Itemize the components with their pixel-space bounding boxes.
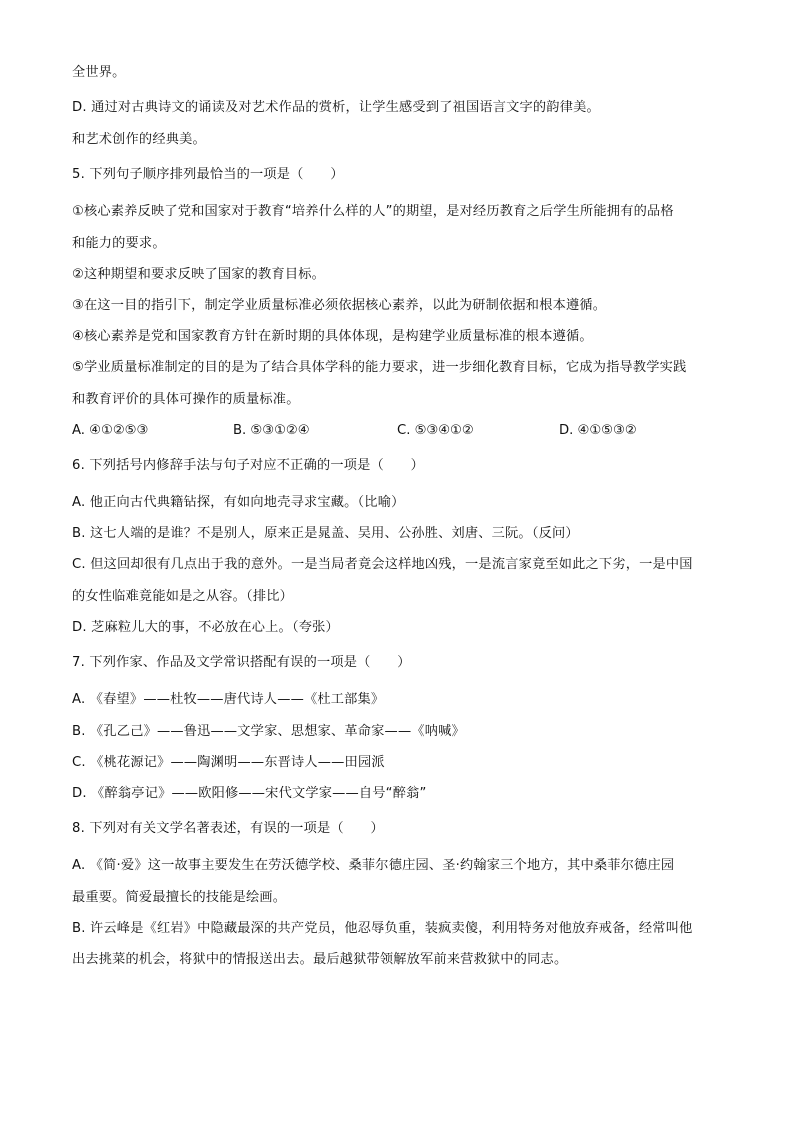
q8-option-a: A. 《简·爱》这一故事主要发生在劳沃德学校、桑菲尔德庄园、圣·约翰家三个地方，其中桑菲尔德庄园 — [72, 858, 675, 873]
text-line: 出去挑菜的机会，将狱中的情报送出去。最后越狱带领解放军前来营救狱中的同志。 — [72, 952, 568, 967]
text-line: 和教育评价的具体可操作的质量标准。 — [72, 392, 300, 407]
question-7-stem: 7. 下列作家、作品及文学常识搭配有误的一项是（ ） — [72, 655, 411, 670]
question-8-stem: 8. 下列对有关文学名著表述，有误的一项是（ ） — [72, 821, 384, 836]
sentence-5: ⑤学业质量标准制定的目的是为了结合具体学科的能力要求，进一步细化教育目标，它成为指导教学实践 — [72, 360, 687, 375]
text-line: 的女性临难竟能如是之从容。（排比） — [72, 589, 293, 604]
q5-option-c: C. ⑤③④①② — [397, 423, 474, 438]
q7-option-d: D. 《醉翁亭记》——欧阳修——宋代文学家——自号“醉翁” — [72, 786, 427, 801]
question-6-stem: 6. 下列括号内修辞手法与句子对应不正确的一项是（ ） — [72, 458, 425, 473]
q6-option-a: A. 他正向古代典籍钻探，有如向地壳寻求宝藏。（比喻） — [72, 495, 405, 510]
q6-option-d: D. 芝麻粒儿大的事，不必放在心上。（夸张） — [72, 620, 339, 635]
q7-option-b: B. 《孔乙己》——鲁迅——文学家、思想家、革命家——《呐喊》 — [72, 724, 465, 739]
q8-option-b: B. 许云峰是《红岩》中隐藏最深的共产党员，他忍辱负重，装疯卖傻，利用特务对他放弃戒备，经常叫他 — [72, 921, 693, 936]
sentence-4: ④核心素养是党和国家教育方针在新时期的具体体现，是构建学业质量标准的根本遵循。 — [72, 329, 593, 344]
q5-option-a: A. ④①②⑤③ — [72, 423, 149, 438]
text-line: 全世界。 — [72, 65, 126, 80]
sentence-3: ③在这一目的指引下，制定学业质量标准必须依据核心素养，以此为研制依据和根本遵循。 — [72, 298, 607, 313]
q6-option-b: B. 这七人端的是谁？不是别人，原来正是晁盖、吴用、公孙胜、刘唐、三阮。（反问） — [72, 526, 579, 541]
q7-option-c: C. 《桃花源记》——陶渊明——东晋诗人——田园派 — [72, 755, 385, 770]
text-line: 和能力的要求。 — [72, 236, 166, 251]
text-line: 和艺术创作的经典美。 — [72, 132, 206, 147]
q6-option-c: C. 但这回却很有几点出于我的意外。一是当局者竟会这样地凶残，一是流言家竟至如此之下劣，一是中国 — [72, 557, 693, 572]
text-line: D. 通过对古典诗文的诵读及对艺术作品的赏析，让学生感受到了祖国语言文字的韵律美。 — [72, 100, 600, 115]
q5-option-b: B. ⑤③①②④ — [233, 423, 310, 438]
question-5-stem: 5. 下列句子顺序排列最恰当的一项是（ ） — [72, 167, 344, 182]
sentence-2: ②这种期望和要求反映了国家的教育目标。 — [72, 267, 325, 282]
q7-option-a: A. 《春望》——杜牧——唐代诗人——《杜工部集》 — [72, 692, 385, 707]
text-line: 最重要。简爱最擅长的技能是绘画。 — [72, 890, 287, 905]
q5-option-d: D. ④①⑤③② — [559, 423, 637, 438]
sentence-1: ①核心素养反映了党和国家对于教育“培养什么样的人”的期望，是对经历教育之后学生所能拥有的品格 — [72, 204, 674, 219]
